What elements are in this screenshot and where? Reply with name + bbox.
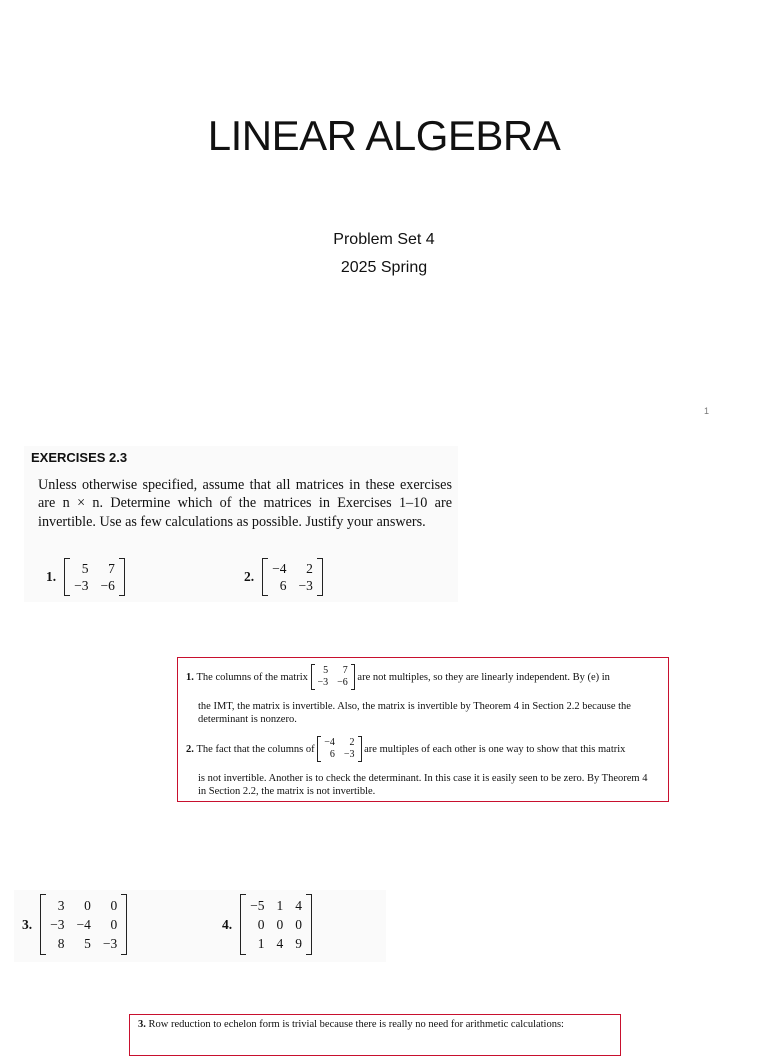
matrix-entry: 0 [257,917,265,932]
matrix-entry: 3 [57,898,65,913]
answer-number: 3. [138,1019,146,1030]
matrix-entry: −3 [74,578,89,593]
problem-number: 1. [46,569,57,584]
answer-1-matrix [311,664,355,690]
right-bracket [358,736,362,762]
matrix-entry: −3 [298,578,313,593]
right-bracket [119,558,125,596]
matrix-entry: 1 [276,898,284,913]
answer-box-3 [129,1014,621,1056]
matrix [262,558,323,596]
problem-number: 3. [22,916,33,932]
matrix-entry: −3 [317,677,329,688]
matrix-entry: 7 [342,665,348,676]
answer-2-post: are multiples of each other is one way to show that this matrix [364,743,626,755]
matrix-entries [246,894,306,955]
matrix-entry: 9 [295,936,302,951]
page-number: 1 [704,406,710,416]
answer-2-line [186,736,656,762]
answer-2-rest: is not invertible. Another is to check the determinant. In this case it is easily seen to be zero. By Theorem 4 in Section 2.2, the matrix is not invertible. [198,773,648,797]
matrix-entry: 0 [295,917,302,932]
problem-3 [22,894,127,955]
matrix-entry: −4 [272,561,287,576]
matrix-entry: 0 [84,898,91,913]
exercises-instructions: Unless otherwise specified, assume that all matrices in these exercises are n × n. Determine which of the matrices in Exercises 1–10 are invertible. Use as few calculations as possible. Justify your answers. [38,477,452,530]
answer-1-post: are not multiples, so they are linearly independent. By (e) in [357,671,610,683]
matrix-entry: −3 [50,917,65,932]
right-bracket [306,894,312,955]
problem-2 [244,558,323,596]
answer-box-1-2 [177,657,669,802]
answer-1-rest: the IMT, the matrix is invertible. Also, the matrix is invertible by Theorem 4 in Section 2.2 because the determinant is nonzero. [198,701,631,725]
answer-number: 1. [186,671,194,683]
matrix-entry: −5 [250,898,265,913]
matrix-entry: 0 [276,917,284,932]
matrix-entry: 2 [306,561,313,576]
matrix-entry: 6 [279,578,287,593]
problem-number: 2. [244,569,255,584]
right-bracket [351,664,355,690]
right-bracket [121,894,127,955]
answer-2-matrix [317,736,361,762]
matrix-entry: −3 [343,749,355,760]
matrix-entries [46,894,121,955]
matrix-entry: 6 [329,749,335,760]
matrix-entry: 4 [276,936,284,951]
matrix-entry: −6 [100,578,115,593]
right-bracket [317,558,323,596]
matrix [240,894,312,955]
matrix-entry: 0 [110,898,118,913]
matrix-entries [70,558,119,596]
exercises-heading: EXERCISES 2.3 [31,450,128,465]
matrix-entry: 5 [323,665,329,676]
matrix-entry: 7 [108,561,115,576]
matrix-entry: 2 [349,737,355,748]
matrix-entries [321,736,357,762]
matrix [40,894,127,955]
matrix-entry: 4 [295,898,302,913]
matrix-entries [268,558,317,596]
problem-4 [222,894,312,955]
problem-1 [46,558,125,596]
matrix-entry: −4 [324,737,335,748]
matrix-entry: 0 [110,917,118,932]
matrix-entry: 8 [57,936,65,951]
matrix-entry: 5 [84,936,91,951]
answer-3-text: Row reduction to echelon form is trivial because there is really no need for arithmetic calculations: [148,1019,564,1030]
matrix-entry: 5 [81,561,89,576]
answer-2-pre: The fact that the columns of [196,743,315,755]
matrix-entry: −6 [337,677,348,688]
answer-number: 2. [186,743,194,755]
answer-1-line [186,664,656,690]
subtitle-problem-set: Problem Set 4 [333,231,435,248]
matrix [64,558,125,596]
slide-title: LINEAR ALGEBRA [207,112,561,159]
matrix-entry: 1 [257,936,265,951]
matrix-entry: −3 [102,936,118,951]
subtitle-semester: 2025 Spring [340,259,428,276]
answer-1-pre: The columns of the matrix [196,671,308,683]
matrix-entries [315,664,351,690]
exercises-excerpt [24,446,458,602]
exercises-excerpt-3-4 [14,890,386,962]
problem-number: 4. [222,916,233,932]
matrix-entry: −4 [76,917,91,932]
answer-3-line [138,1018,564,1031]
